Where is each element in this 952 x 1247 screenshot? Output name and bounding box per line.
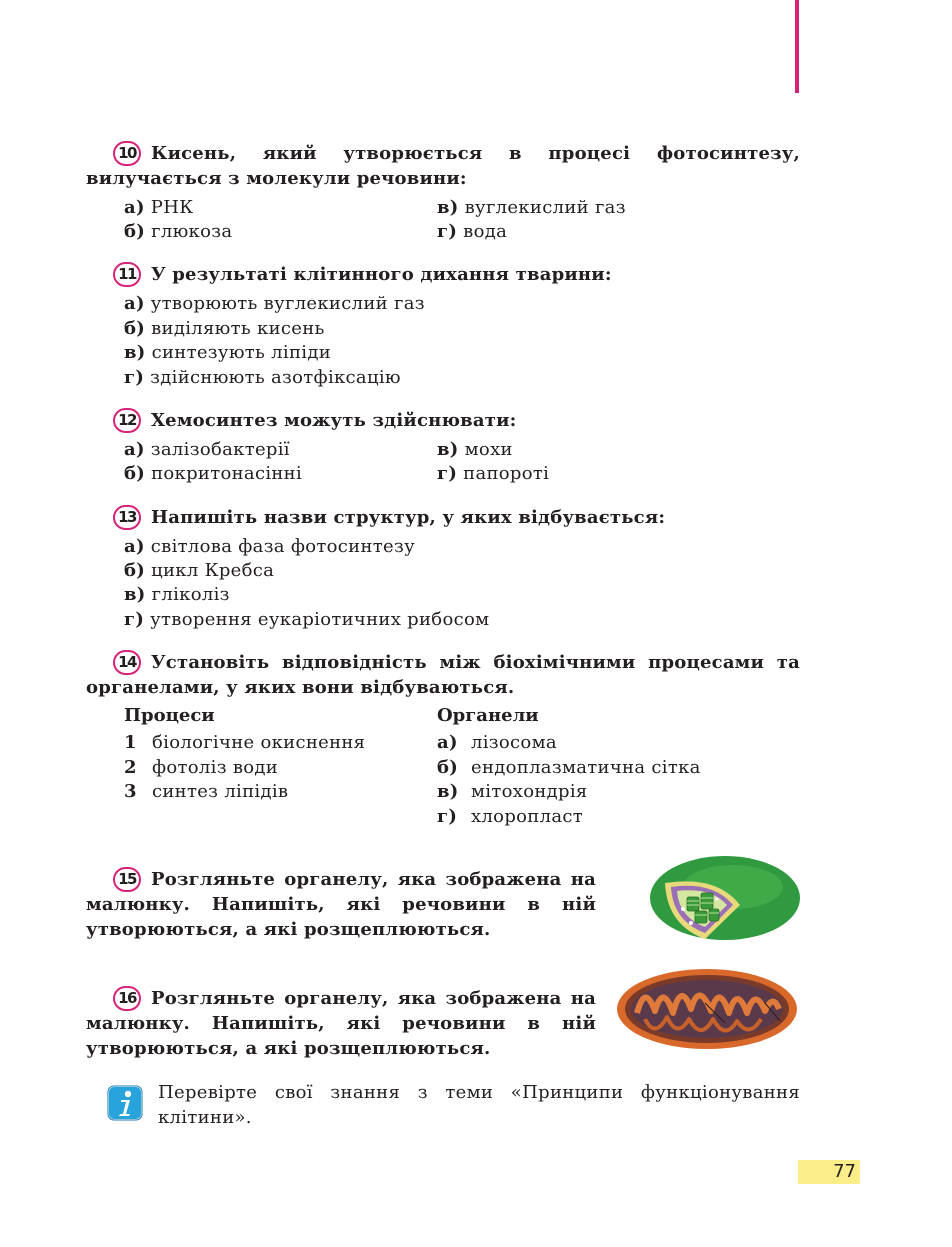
question-number: 12 (113, 408, 141, 433)
organelles-header: Органели (437, 705, 539, 726)
page-edge-marker (795, 0, 799, 93)
question-text: Установіть відповідність між біохімічними процесами та органелами, у яких вони відбуваються. (86, 652, 800, 698)
question-12 (86, 408, 800, 433)
page-number: 77 (798, 1160, 860, 1184)
question-16 (86, 986, 596, 1061)
organelle-item: в) мітохондрія (437, 781, 588, 802)
question-text: Розгляньте органелу, яка зображена на малюнку. Напишіть, які речовини в ній утворюються, а які розщеплюються. (86, 988, 596, 1059)
option-d: г) утворення еукаріотичних рибосом (124, 609, 490, 630)
question-number: 13 (113, 505, 141, 530)
option-c: в) мохи (437, 439, 513, 460)
info-text: Перевірте свої знання з теми «Принципи функціонування клітини». (158, 1082, 800, 1128)
option-d: г) папороті (437, 463, 550, 484)
organelle-item: а) лізосома (437, 732, 557, 753)
option-b: б) глюкоза (124, 221, 233, 242)
question-number: 16 (113, 986, 141, 1011)
option-a: а) світлова фаза фотосинтезу (124, 536, 415, 557)
question-text: Напишіть назви структур, у яких відбувається: (151, 507, 666, 528)
option-b: б) цикл Кребса (124, 560, 275, 581)
question-text: У результаті клітинного дихання тварини: (151, 264, 612, 285)
question-10 (86, 141, 800, 191)
question-number: 15 (113, 867, 141, 892)
question-number: 11 (113, 262, 141, 287)
process-item: 3 синтез ліпідів (124, 781, 289, 802)
option-a: а) РНК (124, 197, 194, 218)
option-a: а) утворюють вуглекислий газ (124, 293, 425, 314)
question-text: Розгляньте органелу, яка зображена на малюнку. Напишіть, які речовини в ній утворюються, а які розщеплюються. (86, 869, 596, 940)
option-d: г) вода (437, 221, 508, 242)
organelle-item: г) хлоропласт (437, 806, 583, 827)
question-text: Кисень, який утворюється в процесі фотосинтезу, вилучається з молекули речовини: (86, 143, 800, 189)
question-14 (86, 650, 800, 700)
chloroplast-illustration (645, 853, 801, 943)
option-c: в) синтезують ліпіди (124, 342, 331, 363)
processes-header: Процеси (124, 705, 215, 726)
question-13 (86, 505, 800, 530)
question-number: 10 (113, 141, 141, 166)
option-b: б) виділяють кисень (124, 318, 325, 339)
process-item: 1 біологічне окиснення (124, 732, 366, 753)
question-number: 14 (113, 650, 141, 675)
process-item: 2 фотоліз води (124, 757, 279, 778)
organelle-item: б) ендоплазматична сітка (437, 757, 701, 778)
option-c: в) вуглекислий газ (437, 197, 626, 218)
option-b: б) покритонасінні (124, 463, 303, 484)
mitochondrion-illustration (615, 963, 800, 1055)
option-a: а) залізобактерії (124, 439, 290, 460)
question-11 (86, 262, 800, 287)
question-text: Хемосинтез можуть здійснювати: (151, 410, 517, 431)
question-15 (86, 867, 596, 942)
info-icon (107, 1085, 143, 1121)
option-c: в) гліколіз (124, 584, 230, 605)
option-d: г) здійснюють азотфіксацію (124, 367, 401, 388)
